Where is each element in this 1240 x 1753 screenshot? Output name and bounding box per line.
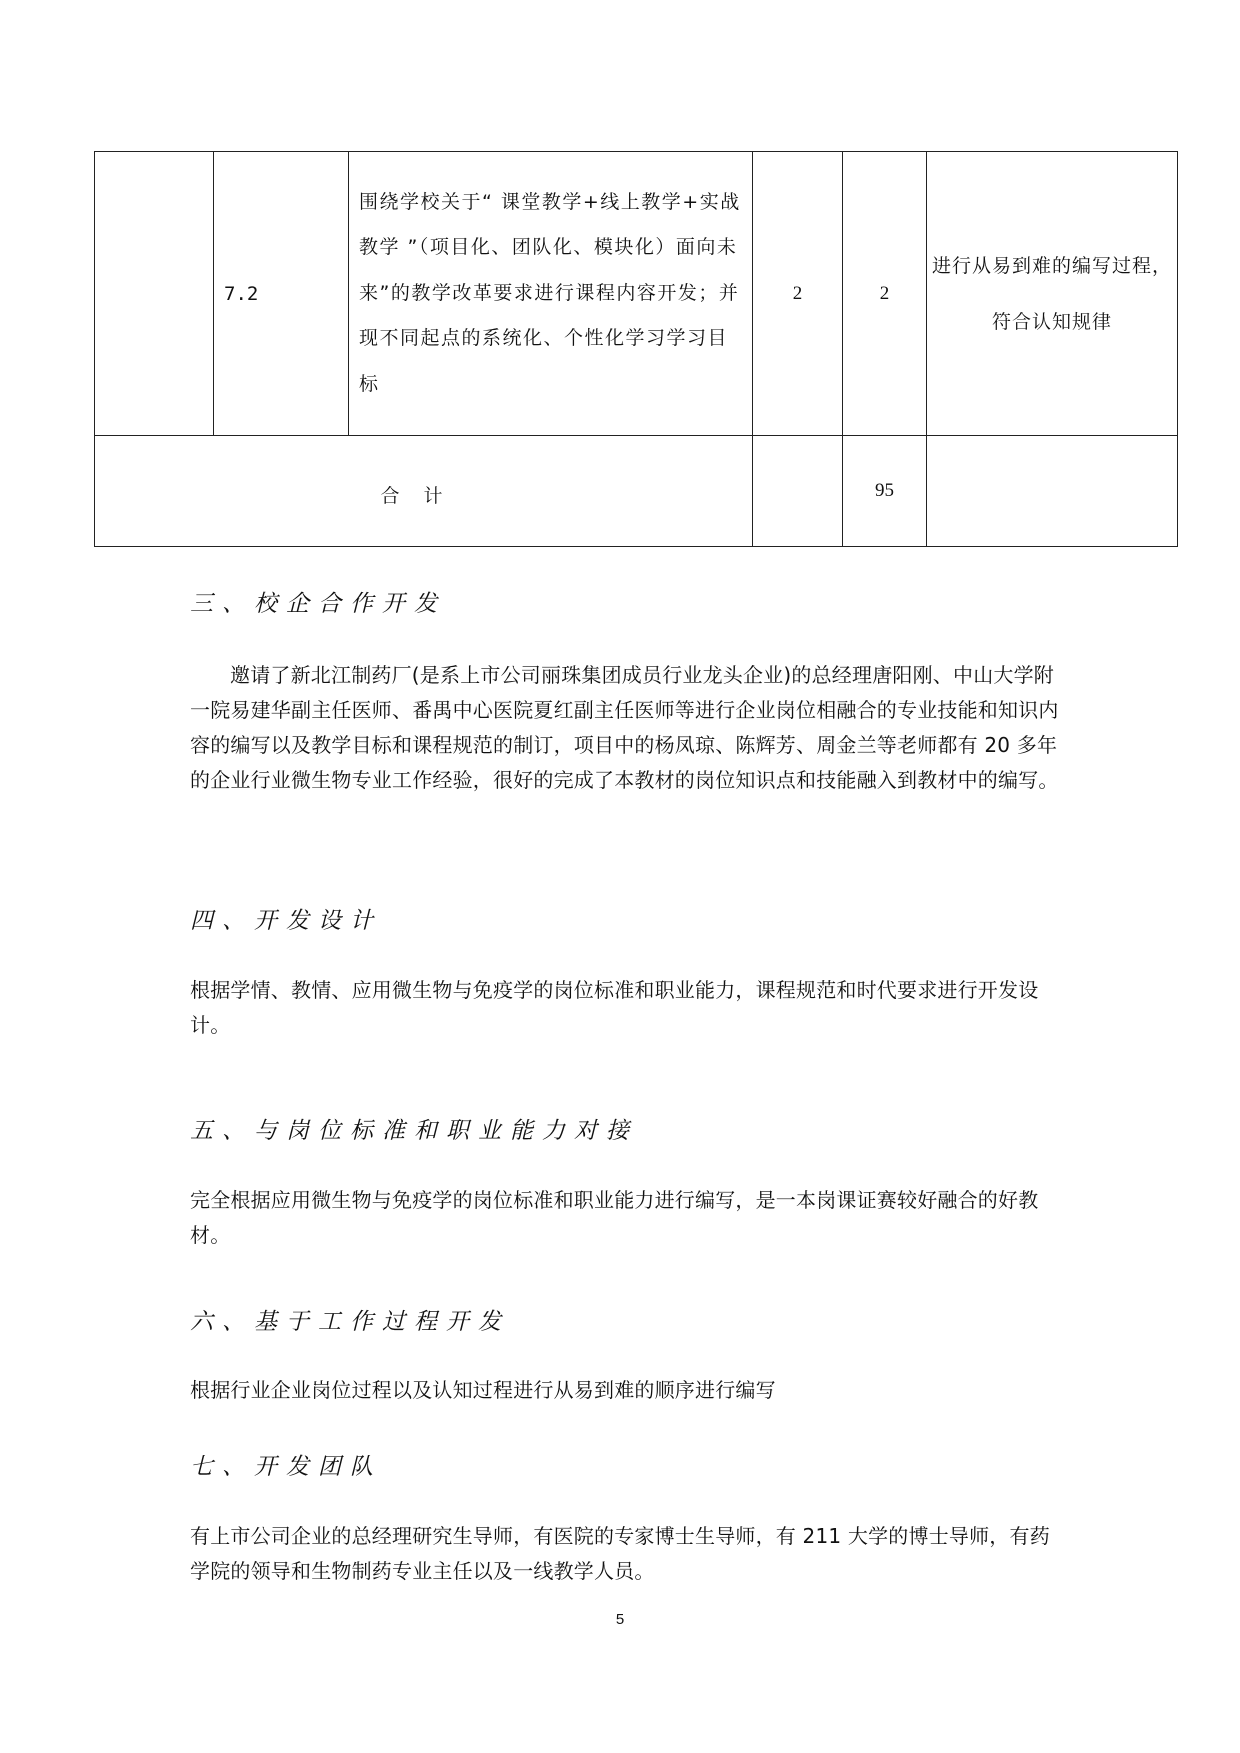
course-content-table: [94, 151, 1178, 547]
section-paragraph: 完全根据应用微生物与免疫学的岗位标准和职业能力进行编写，是一本岗课证赛较好融合的好教材。: [190, 1188, 1039, 1247]
table-row: [95, 152, 1178, 436]
section-paragraph: 有上市公司企业的总经理研究生导师，有医院的专家博士生导师，有 211 大学的博士导师，有药学院的领导和生物制药专业主任以及一线教学人员。: [190, 1524, 1050, 1583]
section-heading: 四、开发设计: [190, 908, 382, 934]
section-heading: 三、校企合作开发: [190, 591, 446, 617]
total-value-cell: 95: [843, 436, 927, 547]
table-cell-empty: [95, 152, 214, 436]
section-code-cell: 7.2: [214, 152, 349, 436]
page-number: 5: [615, 1611, 625, 1628]
section-paragraph: 根据行业企业岗位过程以及认知过程进行从易到难的顺序进行编写: [190, 1378, 776, 1402]
remark-cell: 进行从易到难的编写过程，符合认知规律: [927, 152, 1178, 436]
section-heading: 七、开发团队: [190, 1454, 382, 1480]
total-label-cell: 合计: [95, 436, 753, 547]
table-total-row: [95, 436, 1178, 547]
content-description-cell: 围绕学校关于“ 课堂教学+线上教学+实战教学 ”（项目化、团队化、模块化）面向未来”的教学改革要求进行课程内容开发；并现不同起点的系统化、个性化学习学习目标: [349, 152, 753, 436]
table-cell-empty: [927, 436, 1178, 547]
hours-cell-a: 2: [753, 152, 843, 436]
section-paragraph: 根据学情、教情、应用微生物与免疫学的岗位标准和职业能力，课程规范和时代要求进行开发设计。: [190, 978, 1039, 1037]
table-cell-empty: [753, 436, 843, 547]
hours-cell-b: 2: [843, 152, 927, 436]
section-heading: 六、基于工作过程开发: [190, 1309, 510, 1335]
section-heading: 五、与岗位标准和职业能力对接: [190, 1118, 638, 1144]
section-paragraph: 邀请了新北江制药厂(是系上市公司丽珠集团成员行业龙头企业)的总经理唐阳刚、中山大学附一院易建华副主任医师、番禺中心医院夏红副主任医师等进行企业岗位相融合的专业技能和知识内容的编写以及教学目标和课程规范的制订，项目中的杨凤琼、陈辉芳、周金兰等老师都有 20 多年的企业行业微生物专业工作经验，很好的完成了本教材的岗位知识点和技能融入到教材中的编写。: [190, 663, 1059, 792]
